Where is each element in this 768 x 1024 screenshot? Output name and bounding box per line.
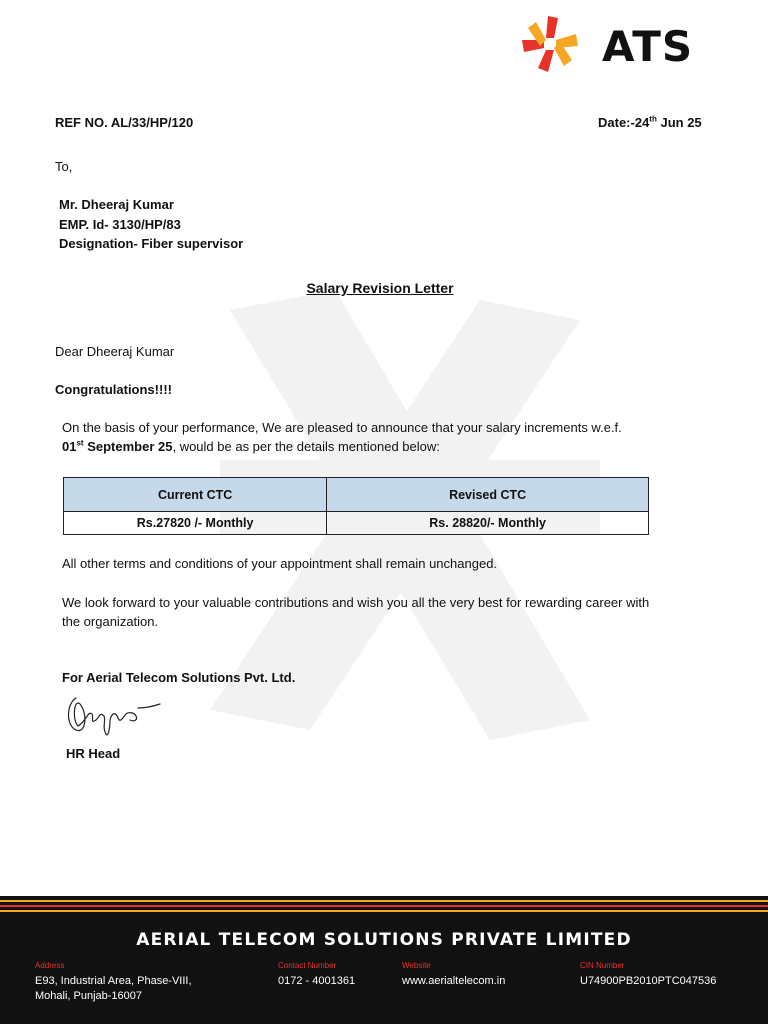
logo-text: ATS <box>602 22 694 71</box>
announcement-line-1: On the basis of your performance, We are pleased to announce that your salary increments w.e.f. <box>62 420 622 435</box>
footer-stripe <box>0 900 768 902</box>
effective-ordinal: st <box>76 438 84 448</box>
address-value <box>35 974 192 1004</box>
announcement-line-2-rest: , would be as per the details mentioned below: <box>172 439 440 454</box>
table-header-row <box>64 478 649 512</box>
closing-line-2: the organization. <box>62 614 159 629</box>
footer-stripe <box>0 910 768 912</box>
website-value: www.aerialtelecom.in <box>402 975 506 987</box>
letter-subject: Salary Revision Letter <box>306 280 454 296</box>
letterhead-footer <box>0 896 768 1024</box>
cin-value: U74900PB2010PTC047536 <box>580 975 717 987</box>
letter-date <box>598 115 702 131</box>
terms-paragraph: All other terms and conditions of your appointment shall remain unchanged. <box>62 556 498 571</box>
contact-label: Contact Number <box>278 961 337 970</box>
effective-date <box>62 439 172 454</box>
revised-ctc-header: Revised CTC <box>327 478 649 512</box>
contact-value: 0172 - 4001361 <box>278 975 356 987</box>
designation: Designation- Fiber supervisor <box>59 236 244 251</box>
table-row <box>64 512 649 535</box>
handwritten-signature <box>64 690 164 745</box>
effective-month-year: September 25 <box>83 439 173 454</box>
employee-id: EMP. Id- 3130/HP/83 <box>59 217 181 232</box>
date-day: Date:-24 <box>598 115 650 130</box>
website-label: Website <box>402 961 431 970</box>
signatory-title: HR Head <box>66 746 121 761</box>
closing-line-1: We look forward to your valuable contributions and wish you all the very best for rewarding career with <box>62 595 650 610</box>
reference-number: REF NO. AL/33/HP/120 <box>55 115 194 130</box>
current-ctc-value: Rs.27820 /- Monthly <box>64 512 327 535</box>
current-ctc-header: Current CTC <box>64 478 327 512</box>
announcement-line-2 <box>62 437 702 456</box>
announcement-paragraph <box>62 418 702 456</box>
ctc-table <box>63 477 649 535</box>
address-line-1: E93, Industrial Area, Phase-VIII, <box>35 975 192 987</box>
date-month-year: Jun 25 <box>656 115 702 130</box>
address-label: Address <box>35 961 65 970</box>
congratulations: Congratulations!!!! <box>55 382 172 397</box>
date-ordinal: th <box>649 114 657 124</box>
effective-day: 01 <box>62 439 77 454</box>
footer-company-name: AERIAL TELECOM SOLUTIONS PRIVATE LIMITED <box>136 930 632 950</box>
recipient-name: Mr. Dheeraj Kumar <box>59 197 174 212</box>
for-company: For Aerial Telecom Solutions Pvt. Ltd. <box>62 670 296 685</box>
revised-ctc-value: Rs. 28820/- Monthly <box>327 512 649 535</box>
salutation: Dear Dheeraj Kumar <box>55 344 175 359</box>
footer-stripe <box>0 905 768 907</box>
to-line: To, <box>55 159 73 174</box>
cin-label: CIN Number <box>580 961 625 970</box>
starburst-logo-icon <box>520 14 580 74</box>
company-logo <box>520 14 730 74</box>
closing-paragraph <box>62 593 722 631</box>
address-line-2: Mohali, Punjab-16007 <box>35 990 143 1002</box>
